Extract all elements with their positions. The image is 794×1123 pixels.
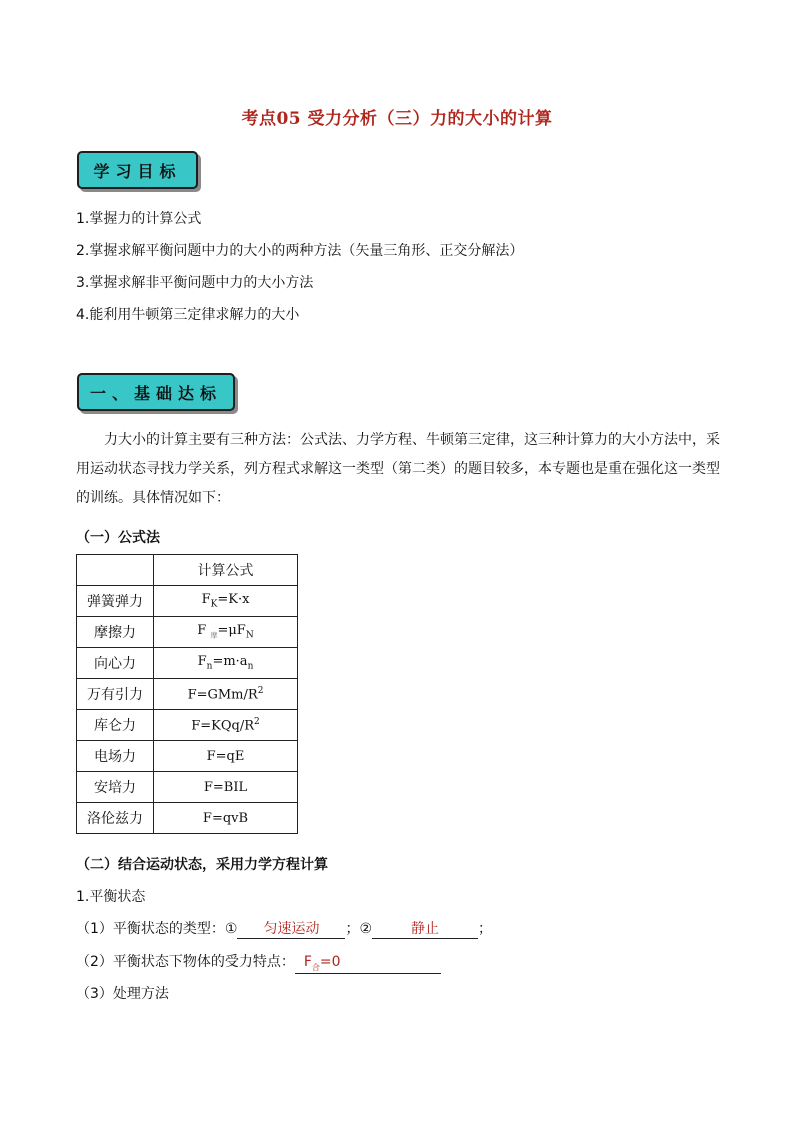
table-row — [77, 772, 298, 803]
question-equilibrium-types: （1）平衡状态的类型：① 匀速运动 ；② 静止 ； — [76, 918, 492, 939]
page-title: 考点05 受力分析（三）力的大小的计算 — [241, 109, 553, 129]
formula-cell: F $_摩=\mu F_N$ — [154, 617, 298, 648]
formula-table — [76, 554, 298, 834]
table-header-row — [77, 555, 298, 586]
force-name: 摩擦力 — [77, 617, 154, 648]
table-row — [77, 741, 298, 772]
basic-section-heading: 一、基础达标 — [77, 373, 235, 411]
answer-blank: 静止 — [372, 918, 478, 939]
goal-item: 4.能利用牛顿第三定律求解力的大小 — [76, 307, 300, 323]
formula-cell: F=BIL — [154, 772, 298, 803]
formula-cell: $F=KQq/R^2$ — [154, 710, 298, 741]
force-name: 电场力 — [77, 741, 154, 772]
subsection-mechanics-equation: （二）结合运动状态，采用力学方程计算 — [76, 857, 328, 873]
force-name: 库仑力 — [77, 710, 154, 741]
table-header-cell — [77, 555, 154, 586]
goal-item: 3.掌握求解非平衡问题中力的大小方法 — [76, 275, 314, 291]
formula-cell: $F_K=K\cdot x$ — [154, 586, 298, 617]
question-force-feature: （2）平衡状态下物体的受力特点： $F_合=0$ — [76, 951, 441, 974]
point-equilibrium: 1.平衡状态 — [76, 889, 146, 905]
formula-cell: $F_n=m\cdot a_n$ — [154, 648, 298, 679]
goal-item: 2.掌握求解平衡问题中力的大小的两种方法（矢量三角形、正交分解法） — [76, 243, 524, 259]
subsection-formula-method: （一）公式法 — [76, 530, 160, 546]
force-name: 安培力 — [77, 772, 154, 803]
formula-cell: $F=GMm/R^2$ — [154, 679, 298, 710]
table-row — [77, 648, 298, 679]
force-name: 万有引力 — [77, 679, 154, 710]
formula-cell: F=qvB — [154, 803, 298, 834]
answer-blank: $F_合=0$ — [295, 954, 441, 974]
force-name: 弹簧弹力 — [77, 586, 154, 617]
answer-blank: 匀速运动 — [237, 918, 345, 939]
table-row — [77, 617, 298, 648]
table-row — [77, 710, 298, 741]
table-header-cell: 计算公式 — [154, 555, 298, 586]
table-row — [77, 586, 298, 617]
force-name: 向心力 — [77, 648, 154, 679]
goal-item: 1.掌握力的计算公式 — [76, 211, 202, 227]
formula-cell: F=qE — [154, 741, 298, 772]
force-name: 洛伦兹力 — [77, 803, 154, 834]
table-row — [77, 679, 298, 710]
table-row — [77, 803, 298, 834]
intro-paragraph: 力大小的计算主要有三种方法：公式法、力学方程、牛顿第三定律，这三种计算力的大小方法中，采用运动状态寻找力学关系，列方程式求解这一类型（第二类）的题目较多，本专题也是重在强化这一类型的训练。具体情况如下： — [76, 432, 720, 506]
learning-goals-heading: 学习目标 — [77, 151, 198, 189]
question-method: （3）处理方法 — [76, 986, 169, 1002]
